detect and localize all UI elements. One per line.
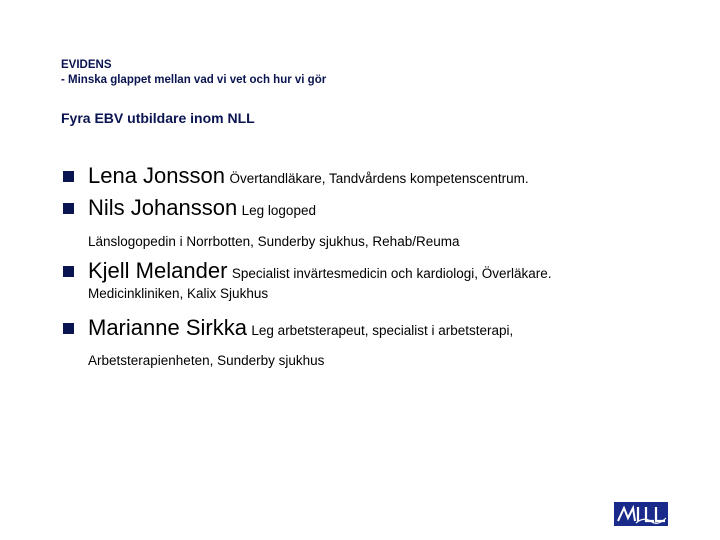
header-tagline: - Minska glappet mellan vad vi vet och hur vi gör <box>61 74 327 86</box>
person-affiliation: Länslogopedin i Norrbotten, Sunderby sjukhus, Rehab/Reuma <box>88 234 460 249</box>
person-description: Leg logoped <box>241 203 316 218</box>
square-bullet-icon <box>63 171 74 182</box>
person-description: Övertandläkare, Tandvårdens kompetenscentrum. <box>229 171 529 186</box>
list-item <box>62 195 712 258</box>
person-name: Nils Johansson <box>88 195 238 220</box>
square-bullet-icon <box>63 323 74 334</box>
person-name: Kjell Melander <box>88 258 228 283</box>
square-bullet-icon <box>63 266 74 277</box>
square-bullet-icon <box>63 203 74 214</box>
nll-logo-icon <box>614 502 668 526</box>
header-title: EVIDENS <box>61 59 112 71</box>
slide-header <box>61 58 326 88</box>
person-name: Lena Jonsson <box>88 163 225 188</box>
list-item <box>62 163 712 195</box>
list-item <box>62 315 712 368</box>
list-item <box>62 258 712 315</box>
person-name: Marianne Sirkka <box>88 315 247 340</box>
person-description: Specialist invärtesmedicin och kardiologi, Överläkare. <box>231 266 552 281</box>
person-affiliation: Medicinkliniken, Kalix Sjukhus <box>88 286 269 301</box>
slide-subtitle: Fyra EBV utbildare inom NLL <box>61 110 255 126</box>
people-list <box>62 163 712 368</box>
person-affiliation: Arbetsterapienheten, Sunderby sjukhus <box>88 353 325 368</box>
person-description: Leg arbetsterapeut, specialist i arbetsterapi, <box>251 323 514 338</box>
